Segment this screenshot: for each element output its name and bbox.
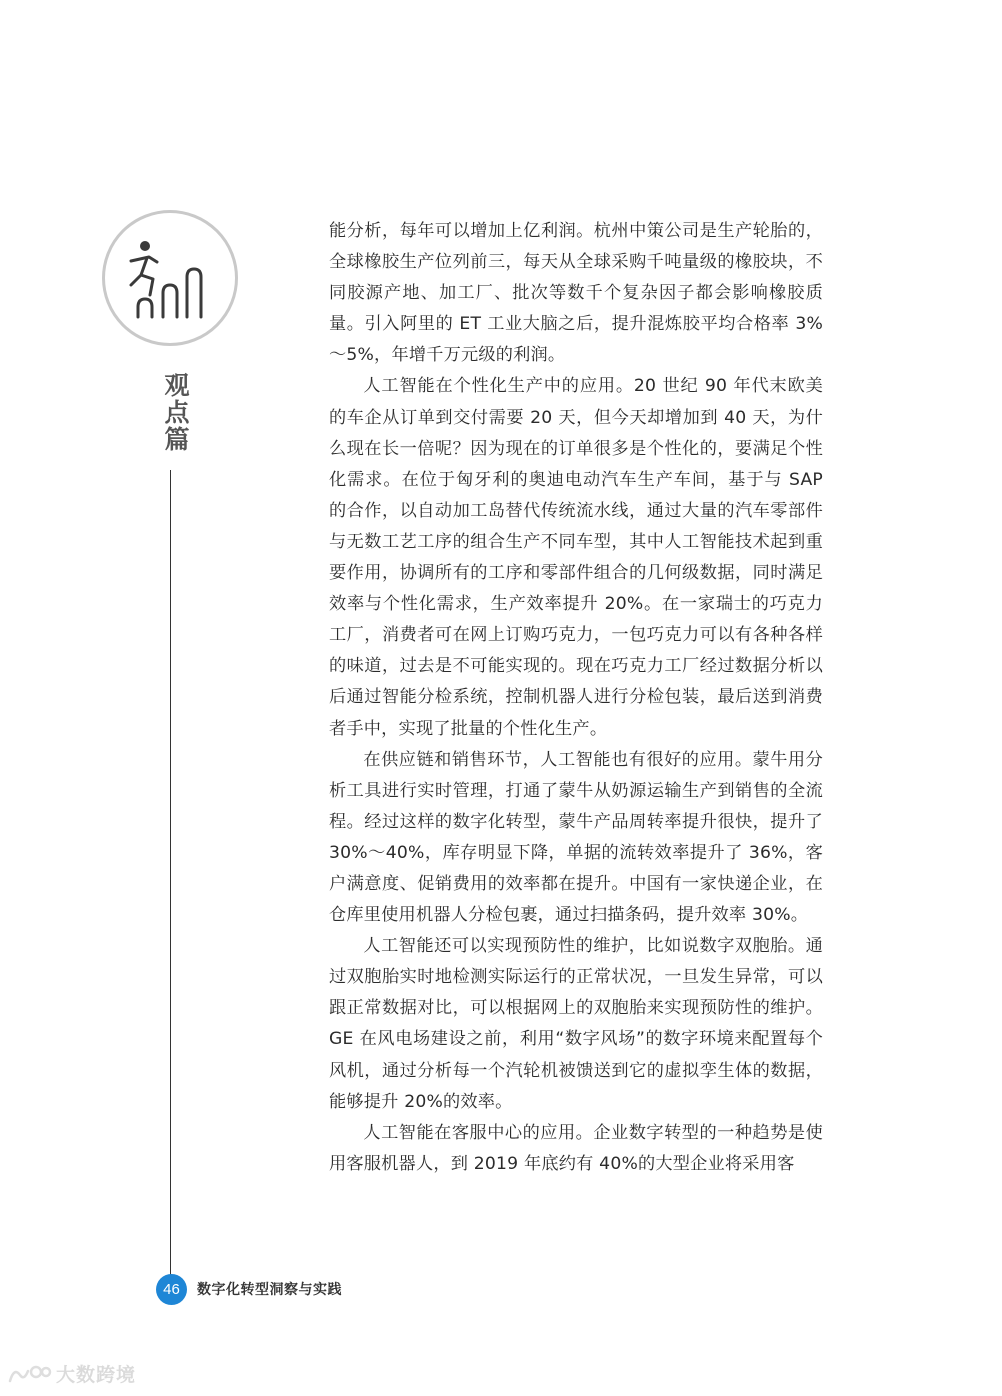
paragraph: 人工智能在客服中心的应用。企业数字转型的一种趋势是使用客服机器人，到 2019 年底约有 40%的大型企业将采用客	[329, 1122, 823, 1174]
paragraph: 人工智能在个性化生产中的应用。20 世纪 90 年代末欧美的车企从订单到交付需要 20 天，但今天却增加到 40 天，为什么现在长一倍呢？因为现在的订单很多是个性化的，要满足个性化需求。在位于匈牙利的奥迪电动汽车生产车间，基于与 SAP 的合作，以自动加工岛替代传统流水线，通过大量的汽车零部件与无数工艺工序的组合生产不同车型，其中人工智能技术起到重要作用，协调所有的工序和零部件组合的几何级数据，同时满足效率与个性化需求，生产效率提升 20%。在一家瑞士的巧克力工厂，消费者可在网上订购巧克力，一包巧克力可以有各种各样的味道，过去是不可能实现的。现在巧克力工厂经过数据分析以后通过智能分检系统，控制机器人进行分检包装，最后送到消费者手中，实现了批量的个性化生产。	[329, 376, 823, 739]
section-logo	[102, 210, 238, 346]
body-text	[329, 216, 823, 1180]
page-number-badge: 46	[156, 1274, 187, 1305]
watermark	[6, 1360, 136, 1387]
figure-climbing-bars-icon	[105, 213, 241, 349]
paragraph: 在供应链和销售环节，人工智能也有很好的应用。蒙牛用分析工具进行实时管理，打通了蒙牛从奶源运输生产到销售的全流程。经过这样的数字化转型，蒙牛产品周转率提升很快，提升了 30%～40%，库存明显下降，单据的流转效率提升了 36%，客户满意度、促销费用的效率都在提升。中国有一家快递企业，在仓库里使用机器人分检包裹，通过扫描条码，提升效率 30%。	[329, 749, 823, 926]
paragraph: 人工智能还可以实现预防性的维护，比如说数字双胞胎。通过双胞胎实时地检测实际运行的正常状况，一旦发生异常，可以跟正常数据对比，可以根据网上的双胞胎来实现预防性的维护。GE 在风电场建设之前，利用“数字风场”的数字环境来配置每个风机，通过分析每一个汽轮机被馈送到它的虚拟孪生体的数据，能够提升 20%的效率。	[329, 936, 823, 1112]
page-footer	[156, 1273, 342, 1305]
section-title: 观点篇	[161, 372, 190, 453]
brand-logo-icon	[6, 1361, 52, 1387]
watermark-text: 大数跨境	[56, 1364, 137, 1386]
paragraph: 能分析，每年可以增加上亿利润。杭州中策公司是生产轮胎的，全球橡胶生产位列前三，每天从全球采购千吨量级的橡胶块，不同胶源产地、加工厂、批次等数千个复杂因子都会影响橡胶质量。引入阿里的 ET 工业大脑之后，提升混炼胶平均合格率 3%～5%，年增千万元级的利润。	[329, 221, 823, 366]
book-title: 数字化转型洞察与实践	[197, 1282, 342, 1298]
vertical-divider	[170, 470, 171, 1276]
